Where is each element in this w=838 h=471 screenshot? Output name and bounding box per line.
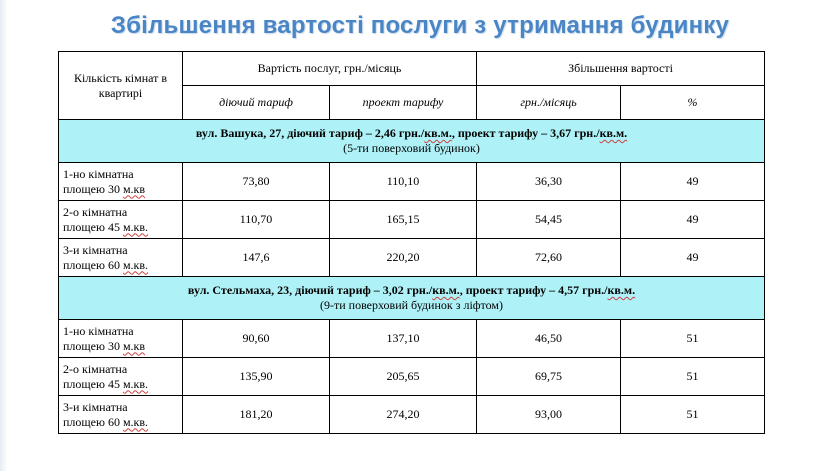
increase-percent: 51: [621, 358, 765, 396]
table-row: [59, 163, 765, 201]
street-text: , проект тарифу – 3,67 грн./: [451, 126, 600, 140]
increase-amount: 93,00: [477, 396, 621, 434]
street-text: , проект тарифу – 4,57 грн./: [459, 283, 608, 297]
room-area: площею 30: [63, 338, 123, 353]
room-type: 2-о кімнатна: [63, 204, 128, 219]
street-unit: кв.м.: [424, 126, 452, 140]
room-type: 3-и кімнатна: [63, 399, 128, 414]
current-cost: 147,6: [183, 239, 330, 277]
table-row: [59, 358, 765, 396]
proposed-cost: 165,15: [330, 201, 477, 239]
street-unit: кв.м.: [599, 126, 628, 140]
proposed-cost: 205,65: [330, 358, 477, 396]
room-type: 1-но кімнатна: [63, 166, 134, 181]
room-area: площею 45: [63, 219, 123, 234]
room-cell: [59, 239, 183, 277]
current-cost: 135,90: [183, 358, 330, 396]
room-unit: м.кв.: [122, 414, 149, 429]
room-cell: [59, 358, 183, 396]
table-row: [59, 320, 765, 358]
room-type: 3-и кімнатна: [63, 242, 128, 257]
room-area: площею 60: [63, 414, 123, 429]
header-current-tariff: діючий тариф: [183, 86, 330, 120]
increase-amount: 54,45: [477, 201, 621, 239]
header-row: [59, 52, 765, 86]
room-unit: м.кв: [122, 338, 146, 353]
increase-percent: 51: [621, 396, 765, 434]
increase-percent: 51: [621, 320, 765, 358]
current-cost: 181,20: [183, 396, 330, 434]
building-note: (9-ти поверховий будинок з ліфтом): [319, 298, 503, 312]
increase-percent: 49: [621, 201, 765, 239]
current-cost: 73,80: [183, 163, 330, 201]
current-cost: 110,70: [183, 201, 330, 239]
room-area: площею 60: [63, 257, 123, 272]
building-note: (5-ти поверховий будинок): [343, 141, 480, 155]
table-row: [59, 239, 765, 277]
page-title: Збільшення вартості послуги з утримання будинку: [110, 12, 730, 39]
street-row: [59, 277, 765, 320]
room-unit: м.кв.: [122, 376, 149, 391]
current-cost: 90,60: [183, 320, 330, 358]
increase-amount: 72,60: [477, 239, 621, 277]
table-row: [59, 201, 765, 239]
page-edge-decoration: [0, 0, 8, 471]
increase-percent: 49: [621, 239, 765, 277]
header-uah-month: грн./місяць: [477, 86, 621, 120]
street-title: [63, 283, 760, 298]
room-unit: м.кв: [122, 181, 146, 196]
street-unit: кв.м.: [607, 283, 636, 297]
room-unit: м.кв.: [122, 257, 149, 272]
header-proposed-tariff: проект тарифу: [330, 86, 477, 120]
proposed-cost: 274,20: [330, 396, 477, 434]
tariff-table: [58, 51, 765, 434]
room-area: площею 30: [63, 181, 123, 196]
street-text: вул. Стельмаха, 23, діючий тариф – 3,02 грн./: [187, 283, 433, 297]
street-text: вул. Вашука, 27, діючий тариф – 2,46 грн./: [195, 126, 425, 140]
room-type: 2-о кімнатна: [63, 361, 128, 376]
room-area: площею 45: [63, 376, 123, 391]
increase-amount: 69,75: [477, 358, 621, 396]
room-cell: [59, 396, 183, 434]
street-cell: [59, 277, 765, 320]
room-cell: [59, 163, 183, 201]
room-unit: м.кв.: [122, 219, 149, 234]
header-cost: Вартість послуг, грн./місяць: [183, 52, 477, 86]
increase-amount: 36,30: [477, 163, 621, 201]
header-increase: Збільшення вартості: [477, 52, 765, 86]
table-row: [59, 396, 765, 434]
proposed-cost: 137,10: [330, 320, 477, 358]
room-cell: [59, 201, 183, 239]
header-rooms: Кількість кімнат в квартирі: [59, 52, 183, 120]
proposed-cost: 220,20: [330, 239, 477, 277]
header-percent: %: [621, 86, 765, 120]
room-cell: [59, 320, 183, 358]
street-cell: [59, 120, 765, 163]
proposed-cost: 110,10: [330, 163, 477, 201]
street-row: [59, 120, 765, 163]
increase-percent: 49: [621, 163, 765, 201]
increase-amount: 46,50: [477, 320, 621, 358]
room-type: 1-но кімнатна: [63, 323, 134, 338]
street-unit: кв.м.: [432, 283, 460, 297]
street-title: [63, 126, 760, 141]
